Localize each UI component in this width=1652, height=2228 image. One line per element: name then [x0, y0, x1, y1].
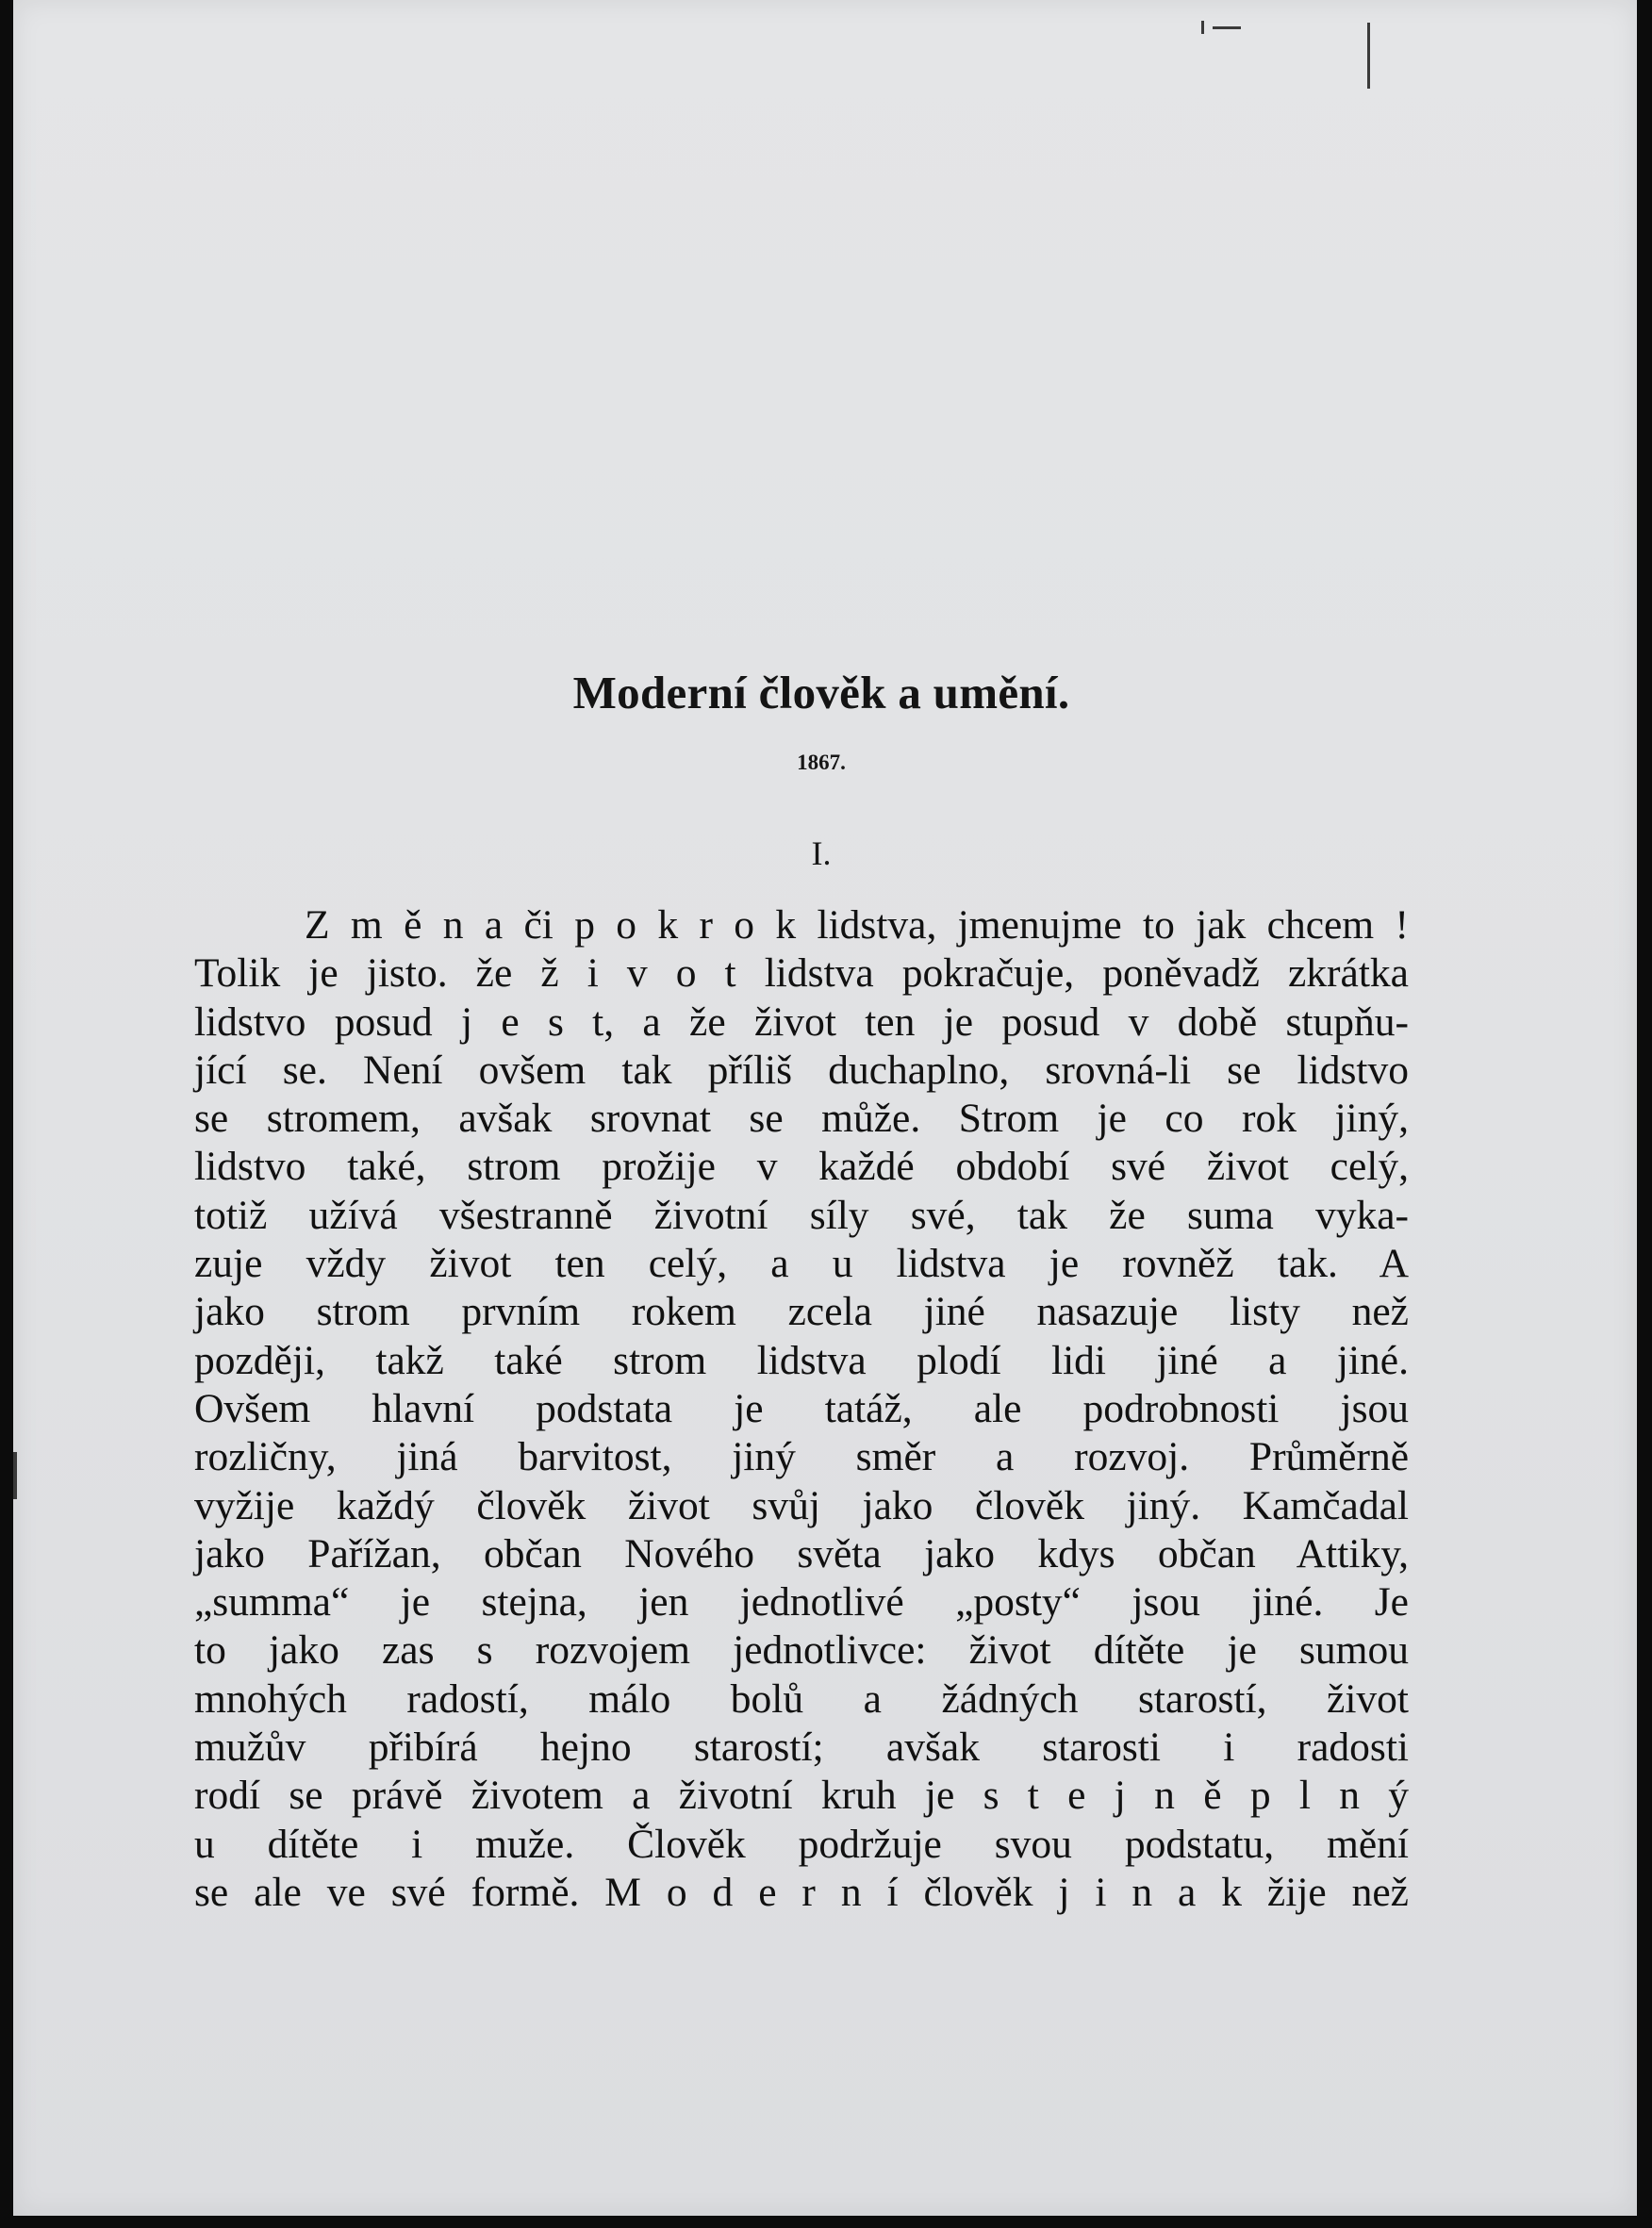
text-line	[194, 1530, 1409, 1578]
text-segment: mnohých radostí, málo bolů a žádných starostí, život	[194, 1675, 1409, 1722]
text-segment: lidstva, jmenujme to jak chcem !	[796, 902, 1409, 948]
text-segment: u dítěte i muže. Člověk podržuje svou podstatu, mění	[194, 1821, 1409, 1867]
text-segment: žije než	[1242, 1869, 1409, 1915]
text-segment: rodí se právě životem a životní kruh je	[194, 1773, 983, 1819]
text-segment: s t e j n ě	[983, 1773, 1222, 1819]
text-segment: „summa“ je stejna, jen jednotlivé „posty“ jsou jiné. Je	[194, 1579, 1409, 1626]
text-segment: rozličny, jiná barvitost, jiný směr a rozvoj. Průměrně	[194, 1434, 1409, 1480]
text-segment: p o k r o k	[574, 902, 797, 948]
paper-sheet	[13, 0, 1637, 2216]
text-segment: jako strom prvním rokem zcela jiné nasazuje listy než	[194, 1289, 1409, 1335]
text-segment: lidstvo posud	[194, 998, 461, 1045]
text-line	[194, 1482, 1409, 1530]
text-segment: vyžije každý člověk život svůj jako člověk jiný. Kamčadal	[194, 1482, 1409, 1528]
text-line	[194, 1724, 1409, 1772]
text-line	[194, 1240, 1409, 1288]
body-text	[194, 901, 1409, 1917]
page-title: Moderní člověk a umění.	[572, 667, 1070, 718]
text-line	[194, 1337, 1409, 1385]
section-number: I.	[811, 834, 832, 872]
text-line	[194, 1772, 1409, 1820]
text-segment: člověk	[898, 1869, 1059, 1915]
text-segment: M o d e r n í	[604, 1869, 899, 1915]
text-line	[194, 1433, 1409, 1481]
text-line	[194, 1675, 1409, 1724]
text-segment: lidstvo také, strom prožije v každé období své život celý,	[194, 1144, 1409, 1190]
text-segment: j i n a k	[1058, 1869, 1243, 1915]
text-segment: , a že život ten je posud v době stupňu-	[603, 998, 1409, 1045]
text-segment: jako Pařížan, občan Nového světa jako kdys občan Attiky,	[194, 1530, 1409, 1576]
page-year: 1867.	[797, 751, 846, 774]
text-line	[194, 1821, 1409, 1869]
scan-artifact	[1213, 26, 1241, 29]
text-line	[194, 998, 1409, 1047]
text-segment: či	[503, 902, 575, 948]
text-segment: se ale ve své formě.	[194, 1869, 605, 1915]
text-line	[194, 1095, 1409, 1143]
text-line	[194, 1578, 1409, 1626]
text-line	[194, 1869, 1409, 1917]
text-segment: totiž užívá všestranně životní síly své, tak že suma vyka-	[194, 1192, 1409, 1238]
text-segment: j e s t	[460, 998, 604, 1045]
text-segment: p l n ý	[1249, 1773, 1410, 1819]
text-line	[194, 1047, 1409, 1095]
text-segment: to jako zas s rozvojem jednotlivce: život dítěte je sumou	[194, 1627, 1409, 1674]
text-segment: Z m ě n a	[305, 902, 504, 948]
text-segment: později, takž také strom lidstva plodí lidi jiné a jiné.	[194, 1337, 1409, 1383]
text-segment: mužův přibírá hejno starostí; avšak starosti i radosti	[194, 1725, 1409, 1771]
scan-artifact	[13, 1452, 17, 1499]
scan-artifact	[1367, 23, 1370, 89]
text-line	[194, 1192, 1409, 1240]
text-segment: Tolik je jisto. že	[194, 950, 541, 997]
text-line	[194, 1626, 1409, 1675]
text-line	[194, 901, 1409, 949]
scan-artifact	[1201, 21, 1204, 34]
text-segment: se stromem, avšak srovnat se může. Strom je co rok jiný,	[194, 1096, 1409, 1142]
text-line	[194, 1288, 1409, 1336]
text-segment: Ovšem hlavní podstata je tatáž, ale podrobnosti jsou	[194, 1385, 1409, 1431]
text-segment: zuje vždy život ten celý, a u lidstva je rovněž tak. A	[194, 1241, 1409, 1287]
text-segment: ž i v o t	[540, 950, 736, 997]
text-line	[194, 1385, 1409, 1433]
text-line	[194, 949, 1409, 998]
text-segment: lidstva pokračuje, poněvadž zkrátka	[735, 950, 1409, 997]
text-segment: jící se. Není ovšem tak příliš duchaplno, srovná-li se lidstvo	[194, 1047, 1409, 1093]
text-line	[194, 1143, 1409, 1191]
text-segment	[1222, 1773, 1250, 1818]
